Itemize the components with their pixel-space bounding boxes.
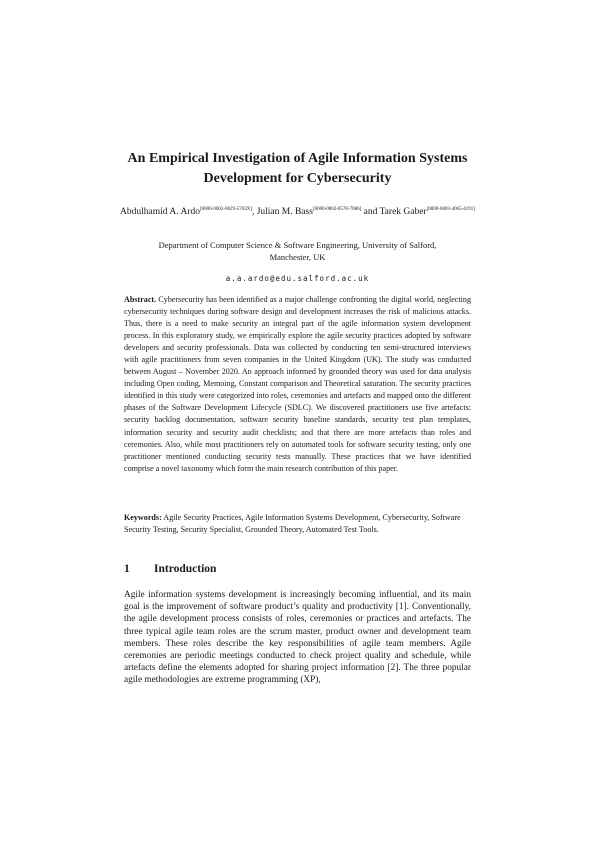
introduction-paragraph: Agile information systems development is increasingly becoming influential, and its main goal is the improvement of software product’s quality and productivity [1]. Conventionally, the agile development process consists of roles, ceremonies or practices and artefacts. The three typical agile team roles are the scrum master, product owner and development team members. These roles describe the key responsibilities of agile team members. Agile ceremonies are periodic meetings conducted to check project quality and schedule, while artefacts define the elements adopted for sharing project information [2]. The three popular agile methodologies are extreme programming (XP),: [124, 590, 471, 686]
author-orcid: [0000-0003-4065-4191]: [426, 207, 475, 212]
keywords: [124, 512, 471, 535]
author-orcid: [0000-0002-0570-7086]: [312, 207, 362, 212]
keywords-label: Keywords:: [124, 513, 162, 522]
paper-title: [100, 149, 495, 189]
author-list: [120, 206, 475, 219]
author-name: Julian M. Bass: [256, 207, 313, 217]
abstract-text: Cybersecurity has been identified as a major challenge confronting the digital world, neglecting cybersecurity techniques during software design and development increases the risk of malicious attacks. Thus, there is a need to make security an integral part of the agile information system development process. In this exploratory study, we empirically explore the agile security practices adopted by software developers and security professionals. Data was collected by conducting ten semi-structured interviews with agile practitioners from seven companies in the United Kingdom (UK). The study was conducted between August – November 2020. An approach informed by grounded theory was used for data analysis including Open coding, Memoing, Constant comparison and Theoretical saturation. The security practices identified in this study were categorized into roles, ceremonies and artefacts and mapped onto the different phases of the Software Development Lifecycle (SDLC). We discovered practitioners use five artefacts: security backlog documentation, software security baseline standards, security test plan templates, information security and security audit checklists; and that there are more artefacts than roles and ceremonies. Also, while most practitioners rely on automated tools for software security testing, only one practitioner mentioned conducting security tests manually. These practices that we have identified comprise a novel taxonomy which form the main research contribution of this paper.: [124, 295, 471, 473]
paper-title-line-2: Development for Cybersecurity: [203, 171, 392, 186]
paper-title-line-1: An Empirical Investigation of Agile Information Systems: [127, 151, 468, 166]
section-number: 1: [124, 563, 130, 575]
abstract: [124, 294, 471, 475]
author-separator: and: [361, 207, 380, 217]
section-heading: [124, 561, 216, 577]
author-name: Tarek Gaber: [379, 207, 427, 217]
affiliation: Department of Computer Science & Software Engineering, University of Salford, Manchester, UK: [158, 240, 437, 262]
author-name: Abdulhamid A. Ardo: [120, 207, 201, 217]
email-link[interactable]: a.a.ardo@edu.salford.ac.uk: [225, 274, 370, 283]
author-separator: ,: [251, 207, 257, 217]
author-orcid: [0000-0002-0829-5703X]: [200, 207, 252, 212]
section-title: Introduction: [154, 563, 217, 575]
keywords-text: Agile Security Practices, Agile Information Systems Development, Cybersecurity, Software Security Testing, Security Specialist, Grounded Theory, Automated Test Tools.: [124, 513, 461, 534]
abstract-label: Abstract.: [124, 295, 157, 304]
